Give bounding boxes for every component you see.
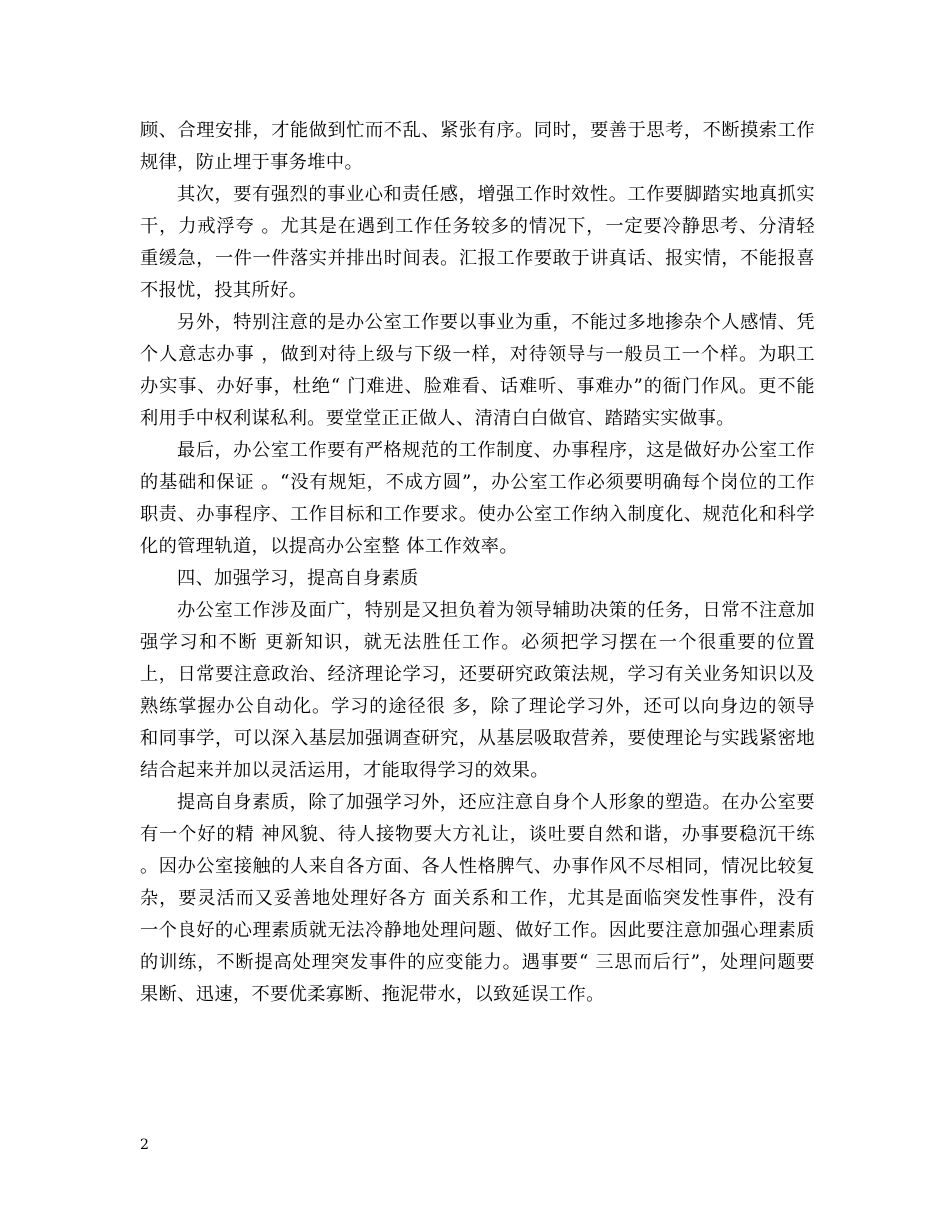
paragraph-7: 提高自身素质，除了加强学习外，还应注意自身个人形象的塑造。在办公室要有一个好的精 神风貌、待人接物要大方礼让，谈吐要自然和谐，办事要稳沉干练 。因办公室接触的人来自各方面、各人性格脾气、办事作风不尽相同，情况比较复杂，要灵活而又妥善地处理好各方 面关系和工作，尤其是面临突发性事件，没有一个良好的心理素质就无法冷静地处理问题、做好工作。因此要注意加强心理素质的训练，不断提高处理突发事件的应变能力。遇事要“ 三思而后行”，处理问题要果断、迅速，不要优柔寡断、拖泥带水，以致延误工作。 <box>140 792 815 1005</box>
section-heading: 四、加强学习，提高自身素质 <box>177 568 419 589</box>
paragraph-2: 其次，要有强烈的事业心和责任感，增强工作时效性。工作要脚踏实地真抓实干，力戒浮夸 。尤其是在遇到工作任务较多的情况下，一定要冷静思考、分清轻重缓急，一件一件落实并排出时间表。汇报工作要敢于讲真话、报实情，不能报喜不报忧，投其所好。 <box>140 184 815 301</box>
document-body <box>140 115 815 1011</box>
paragraph-1: 顾、合理安排，才能做到忙而不乱、紧张有序。同时，要善于思考，不断摸索工作规律，防止埋于事务堆中。 <box>140 120 815 173</box>
paragraph-6: 办公室工作涉及面广，特别是又担负着为领导辅助决策的任务，日常不注意加强学习和不断 更新知识，就无法胜任工作。必须把学习摆在一个很重要的位置上，日常要注意政治、经济理论学习，还要研究政策法规，学习有关业务知识以及熟练掌握办公自动化。学习的途径很 多，除了理论学习外，还可以向身边的领导和同事学，可以深入基层加强调查研究，从基层吸取营养，要使理论与实践紧密地结合起来并加以灵活运用，才能取得学习的效果。 <box>140 600 815 781</box>
paragraph-3: 另外，特别注意的是办公室工作要以事业为重，不能过多地掺杂个人感情、凭个人意志办事 ，做到对待上级与下级一样，对待领导与一般员工一个样。为职工办实事、办好事，杜绝“ 门难进、脸难看、话难听、事难办”的衙门作风。更不能利用手中权利谋私利。要堂堂正正做人、清清白白做官、踏踏实实做事。 <box>140 312 815 429</box>
page-number: 2 <box>140 1137 149 1153</box>
paragraph-4: 最后，办公室工作要有严格规范的工作制度、办事程序，这是做好办公室工作的基础和保证 。“没有规矩，不成方圆”，办公室工作必须要明确每个岗位的工作职责、办事程序、工作目标和工作要求。使办公室工作纳入制度化、规范化和科学化的管理轨道，以提高办公室整 体工作效率。 <box>140 440 815 557</box>
